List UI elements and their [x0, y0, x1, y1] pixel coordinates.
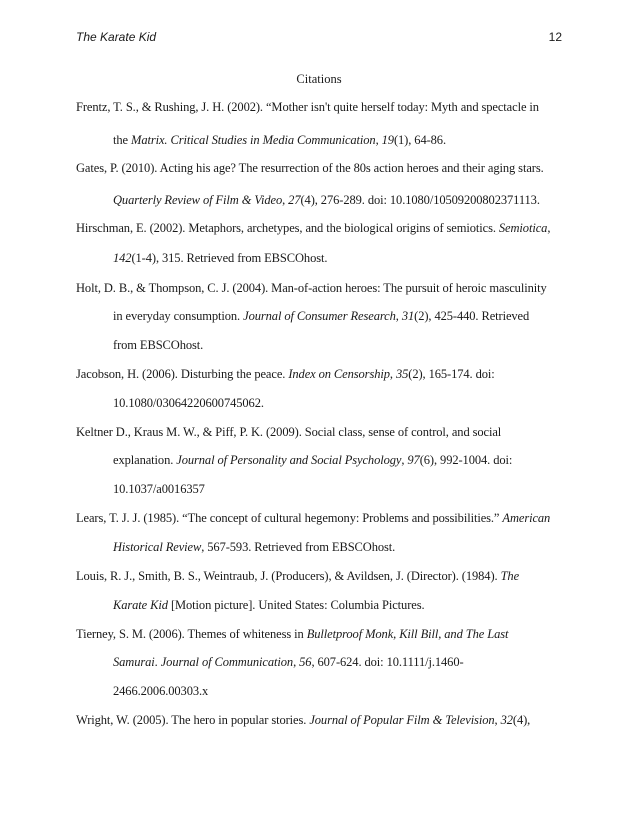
- reference-line: 142(1-4), 315. Retrieved from EBSCOhost.: [113, 251, 328, 265]
- page-title: Citations: [296, 72, 342, 86]
- reference-line: Samurai. Journal of Communication, 56, 607-624. doi: 10.1111/j.1460-: [113, 655, 464, 669]
- reference-line: Gates, P. (2010). Acting his age? The resurrection of the 80s action heroes and their aging stars.: [76, 161, 544, 175]
- reference-line: from EBSCOhost.: [113, 338, 204, 352]
- reference-line: Tierney, S. M. (2006). Themes of whiteness in Bulletproof Monk, Kill Bill, and The Last: [76, 627, 509, 641]
- reference-line: Hirschman, E. (2002). Metaphors, archetypes, and the biological origins of semiotics. Semiotica,: [76, 221, 551, 235]
- reference-line: Wright, W. (2005). The hero in popular stories. Journal of Popular Film & Television, 32(4),: [76, 713, 531, 727]
- reference-line: explanation. Journal of Personality and Social Psychology, 97(6), 992-1004. doi:: [113, 453, 513, 467]
- reference-line: 10.1037/a0016357: [113, 482, 205, 496]
- reference-line: 10.1080/03064220600745062.: [113, 396, 264, 410]
- page-number: 12: [548, 30, 562, 44]
- reference-line: Jacobson, H. (2006). Disturbing the peace. Index on Censorship, 35(2), 165-174. doi:: [76, 367, 495, 381]
- running-head: The Karate Kid: [76, 30, 157, 44]
- reference-line: the Matrix. Critical Studies in Media Communication, 19(1), 64-86.: [113, 133, 446, 147]
- reference-line: Lears, T. J. J. (1985). “The concept of cultural hegemony: Problems and possibilities.” American: [76, 511, 551, 525]
- reference-line: Holt, D. B., & Thompson, C. J. (2004). Man-of-action heroes: The pursuit of heroic masculinity: [76, 281, 547, 295]
- reference-line: Historical Review, 567-593. Retrieved from EBSCOhost.: [113, 540, 396, 554]
- reference-line: Frentz, T. S., & Rushing, J. H. (2002). “Mother isn't quite herself today: Myth and spectacle in: [76, 100, 539, 114]
- reference-line: Keltner D., Kraus M. W., & Piff, P. K. (2009). Social class, sense of control, and social: [76, 425, 502, 439]
- reference-line: in everyday consumption. Journal of Consumer Research, 31(2), 425-440. Retrieved: [113, 309, 530, 323]
- reference-line: Quarterly Review of Film & Video, 27(4), 276-289. doi: 10.1080/10509200802371113.: [113, 193, 540, 207]
- reference-line: 2466.2006.00303.x: [113, 684, 209, 698]
- reference-line: Karate Kid [Motion picture]. United States: Columbia Pictures.: [113, 598, 425, 612]
- reference-line: Louis, R. J., Smith, B. S., Weintraub, J. (Producers), & Avildsen, J. (Director). (1984). The: [76, 569, 520, 583]
